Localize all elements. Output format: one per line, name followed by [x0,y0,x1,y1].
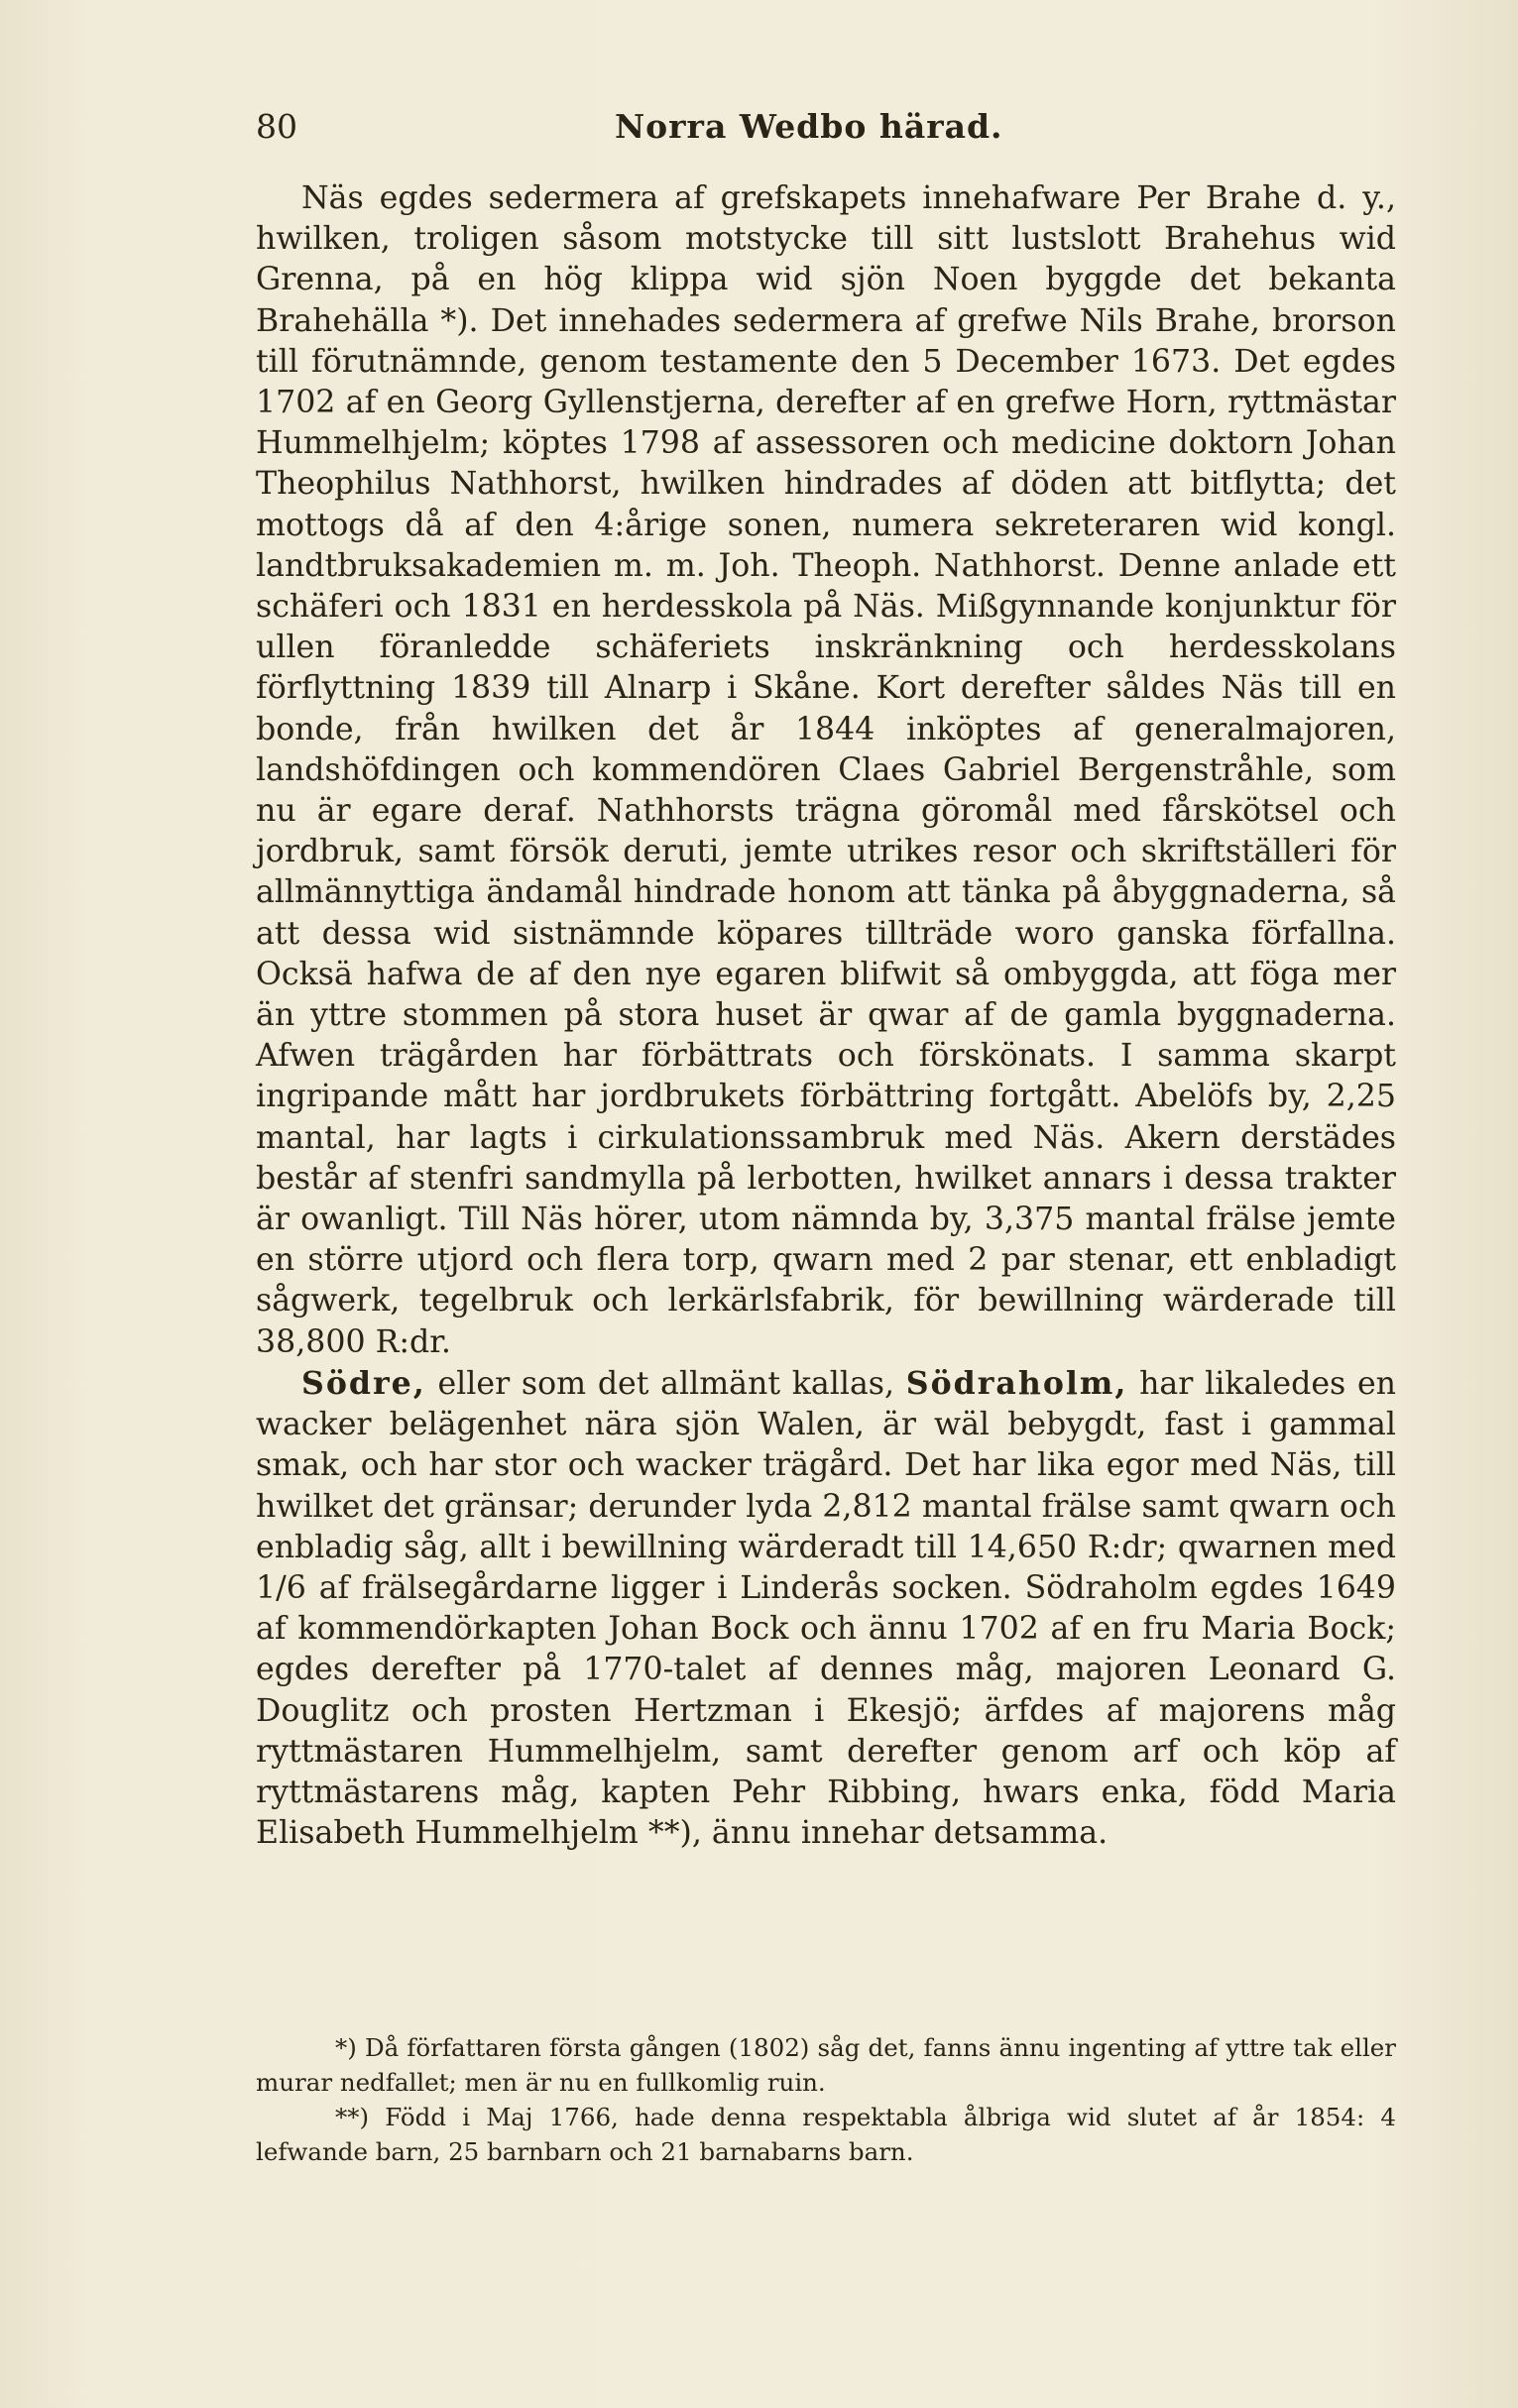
page-header [256,107,1396,157]
place-name-sodre: Södre, [301,1364,426,1402]
paragraph-sodre-text: har likaledes en wacker belägenhet nära sjön Walen, är wäl bebygdt, fast i gammal smak, och har stor och wacker trägård. Det har lika egor med Näs, till hwilket det gränsar; derunder lyda 2,812 mantal frälse samt qwarn och enbladig såg, allt i bewillning wärderadt till 14,650 R:dr; qwarnen med 1/6 af frälsegårdarne ligger i Linderås socken. Södraholm egdes 1649 af kommendörkapten Johan Bock och ännu 1702 af en fru Maria Bock; egdes derefter på 1770-talet af dennes måg, majoren Leonard G. Douglitz och prosten Hertzman i Ekesjö; ärfdes af majorens måg ryttmästaren Hummelhjelm, samt derefter genom arf och köp af ryttmästarens måg, kapten Pehr Ribbing, hwars enka, född Maria Elisabeth Hummelhjelm **), ännu innehar detsamma. [256,1365,1396,1852]
running-title: Norra Wedbo härad. [615,107,1003,146]
place-name-sodraholm: Södraholm, [905,1364,1128,1402]
page-number: 80 [256,107,297,146]
paragraph-nas: Näs egdes sedermera af grefskapets innehafware Per Brahe d. y., hwilken, troligen såsom motstycke till sitt lustslott Brahehus wid Grenna, på en hög klippa wid sjön Noen byggde det bekanta Brahehälla *). Det innehades sedermera af grefwe Nils Brahe, brorson till förutnämnde, genom testamente den 5 December 1673. Det egdes 1702 af en Georg Gyllenstjerna, derefter af en grefwe Horn, ryttmästar Hummelhjelm; köptes 1798 af assessoren och medicine doktorn Johan Theophilus Nathhorst, hwilken hindrades af döden att bitflytta; det mottogs då af den 4:årige sonen, numera sekreteraren wid kongl. landtbruksakademien m. m. Joh. Theoph. Nathhorst. Denne anlade ett schäferi och 1831 en herdesskola på Näs. Mißgynnande konjunktur för ullen föranledde schäferiets inskränkning och herdesskolans förflyttning 1839 till Alnarp i Skåne. Kort derefter såldes Näs till en bonde, från hwilken det år 1844 inköptes af generalmajoren, landshöfdingen och kommendören Claes Gabriel Bergenstråhle, som nu är egare deraf. Nathhorsts trägna göromål med fårskötsel och jordbruk, samt försök deruti, jemte utrikes resor och skriftställeri för allmännyttiga ändamål hindrade honom att tänka på åbyggnaderna, så att dessa wid sistnämnde köpares tillträde woro ganska förfallna. Ocksä hafwa de af den nye egaren blifwit så ombyggda, att föga mer än yttre stommen på stora huset är qwar af de gamla byggnaderna. Afwen trägården har förbättrats och förskönats. I samma skarpt ingripande mått har jordbrukets förbättring fortgått. Abelöfs by, 2,25 mantal, har lagts i cirkulationssambruk med Näs. Akern derstädes består af stenfri sandmylla på lerbotten, hwilket annars i dessa trakter är owanligt. Till Näs hörer, utom nämnda by, 3,375 mantal frälse jemte en större utjord och flera torp, qwarn med 2 par stenar, ett enbladigt sågwerk, tegelbruk och lerkärlsfabrik, för bewillning wärderade till 38,800 R:dr. [256,180,1396,1360]
footnotes [256,2030,1396,2169]
footnote-1: *) Då författaren första gången (1802) såg det, fanns ännu ingenting af yttre tak eller murar nedfallet; men är nu en fullkomlig ruin. [256,2033,1396,2097]
paragraph-sodre [256,1363,1396,1854]
footnote-2: **) Född i Maj 1766, hade denna respektabla ålbriga wid slutet af år 1854: 4 lefwande barn, 25 barnbarn och 21 barnabarns barn. [256,2103,1396,2166]
footnote-divider [549,1995,1105,1996]
paragraph-sodre-mid: eller som det allmänt kallas, [425,1365,906,1402]
main-text [256,178,1396,1854]
